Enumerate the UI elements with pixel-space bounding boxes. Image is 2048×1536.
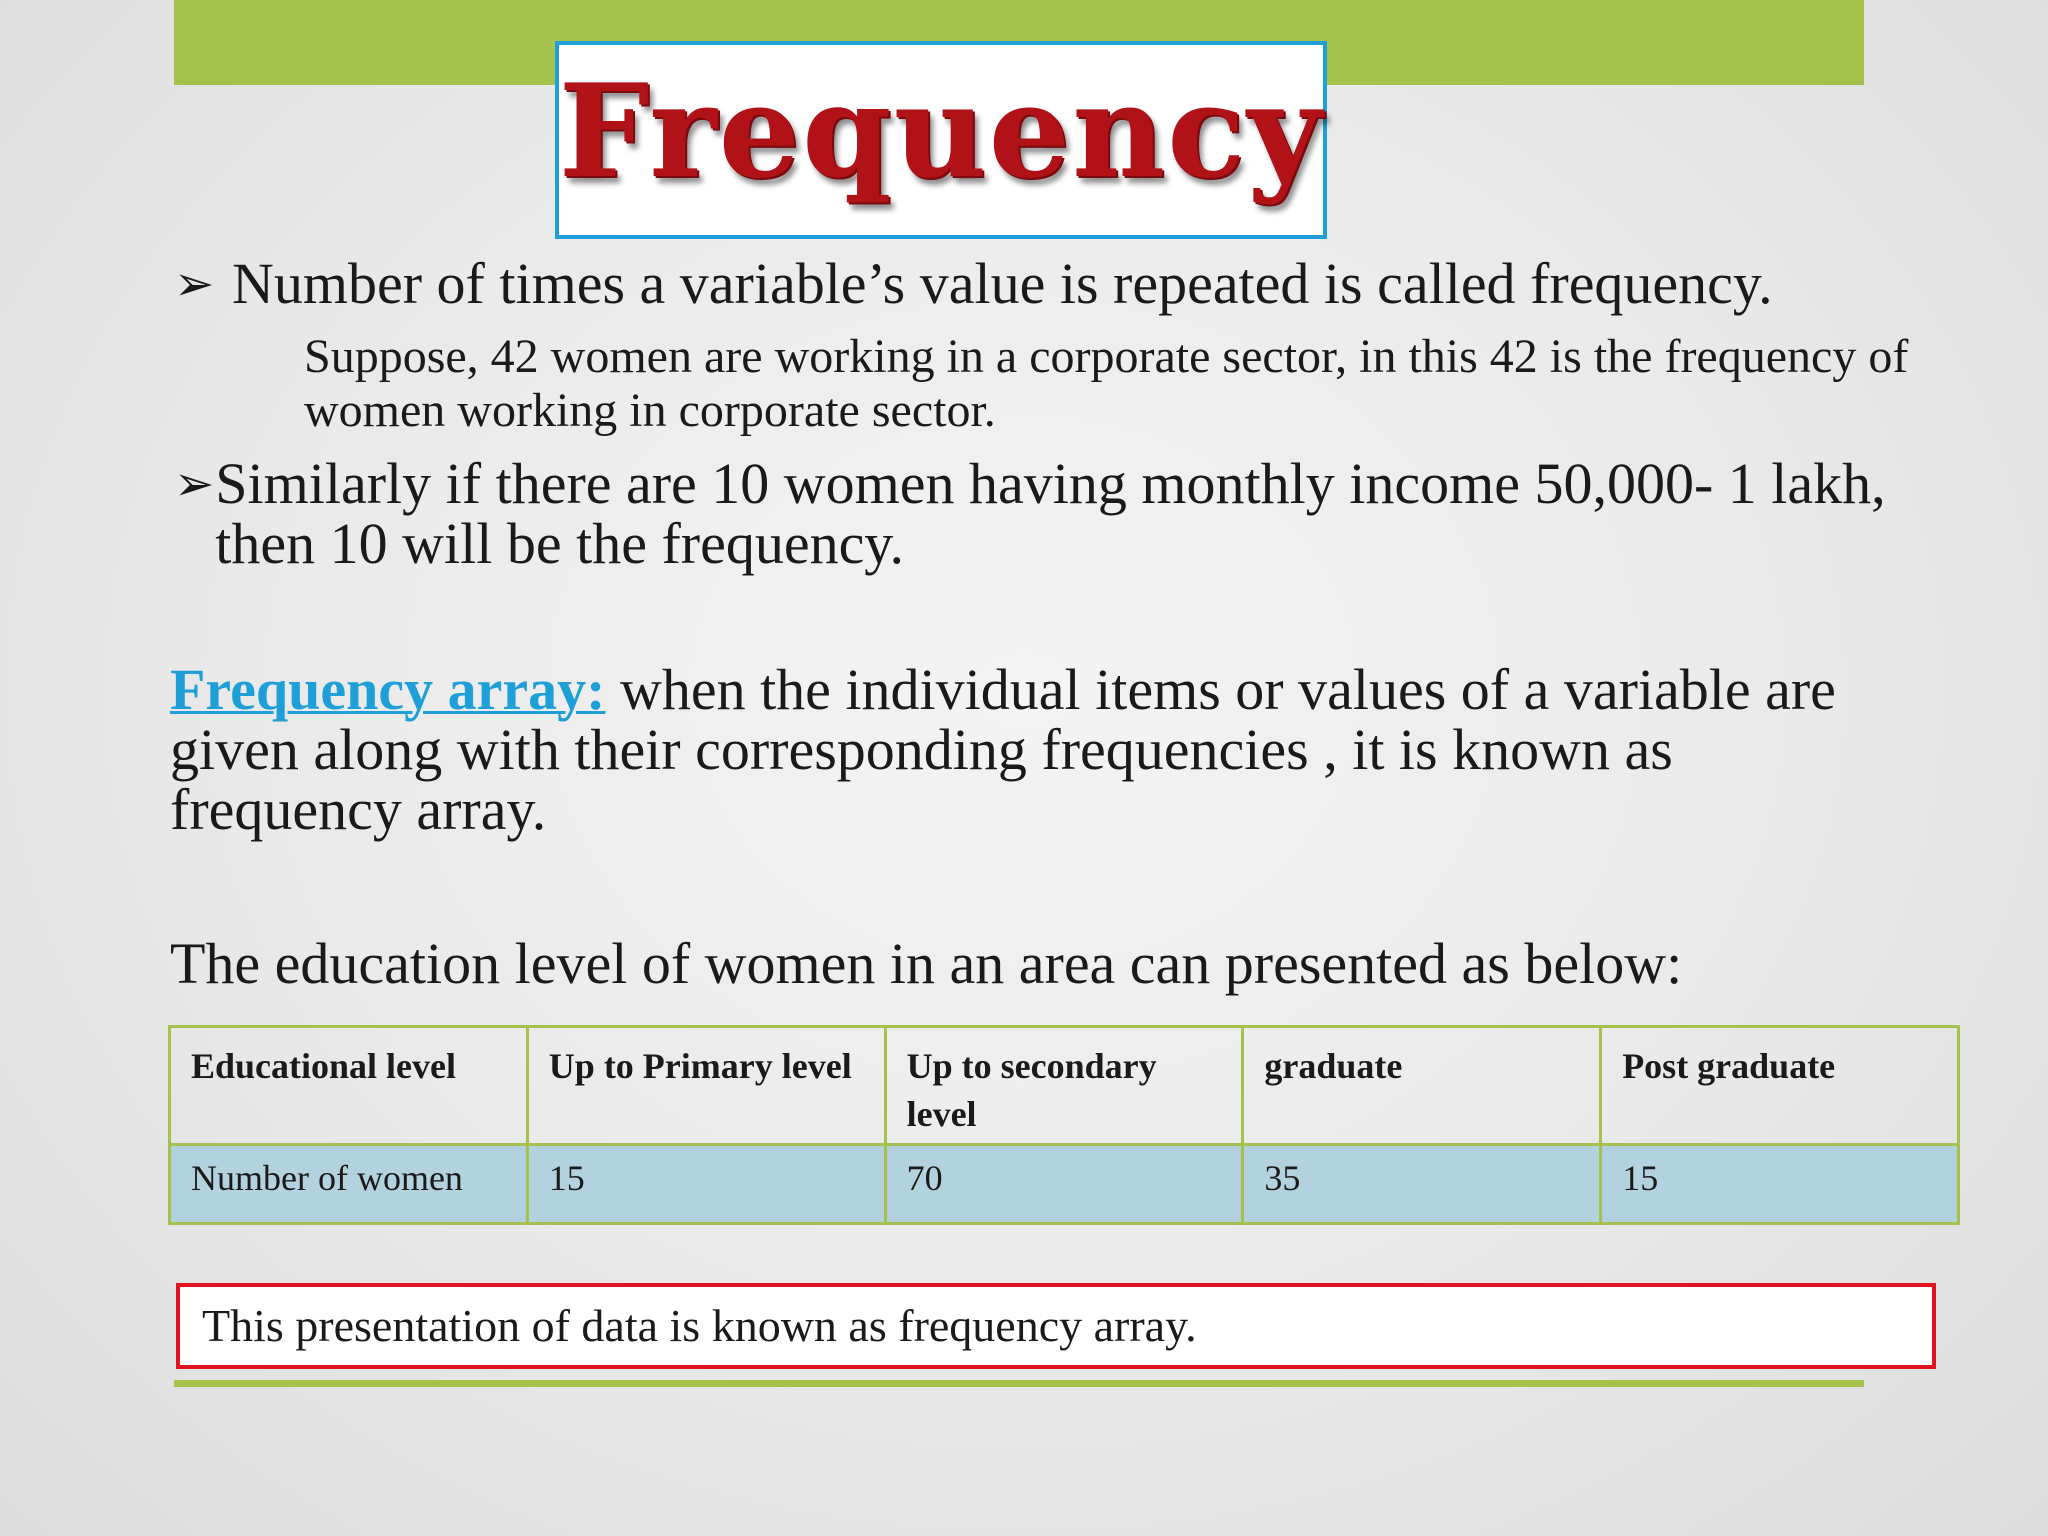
table-intro-text: The education level of women in an area can presented as below: <box>170 931 1683 996</box>
note-box: This presentation of data is known as frequency array. <box>176 1283 1936 1369</box>
table-header-cell: Up to Primary level <box>527 1027 885 1145</box>
table-header-cell: Educational level <box>170 1027 528 1145</box>
slide-title: Frequency <box>558 57 1324 207</box>
table-header-cell: Up to secondary level <box>885 1027 1243 1145</box>
table-header-cell: graduate <box>1243 1027 1601 1145</box>
table-header-row <box>170 1027 1959 1145</box>
table-cell: 35 <box>1243 1144 1601 1223</box>
bullet-item <box>174 451 1904 576</box>
frequency-array-text: when the individual items or values of a variable are given along with their corresponding frequencies , it is known as frequency array. <box>170 657 1836 842</box>
title-box <box>555 41 1327 239</box>
table-cell: Number of women <box>170 1144 528 1223</box>
bullet-item <box>174 251 1773 316</box>
table-header-cell: Post graduate <box>1601 1027 1959 1145</box>
table-cell: 15 <box>527 1144 885 1223</box>
table-cell: 70 <box>885 1144 1243 1223</box>
bottom-accent-line <box>174 1380 1864 1387</box>
frequency-array-definition <box>170 657 1900 842</box>
arrow-bullet-icon: ➢ <box>174 456 215 512</box>
arrow-bullet-icon: ➢ <box>174 256 215 312</box>
sub-paragraph: Suppose, 42 women are working in a corporate sector, in this 42 is the frequency of women working in corporate sector. <box>304 330 1909 437</box>
education-frequency-table <box>168 1025 1960 1225</box>
bullet-text: Similarly if there are 10 women having monthly income 50,000- 1 lakh, then 10 will be the frequency. <box>215 451 1886 576</box>
table-row <box>170 1144 1959 1223</box>
table-cell: 15 <box>1601 1144 1959 1223</box>
bullet-text: Number of times a variable’s value is repeated is called frequency. <box>232 251 1773 316</box>
frequency-array-link[interactable]: Frequency array: <box>170 657 606 722</box>
